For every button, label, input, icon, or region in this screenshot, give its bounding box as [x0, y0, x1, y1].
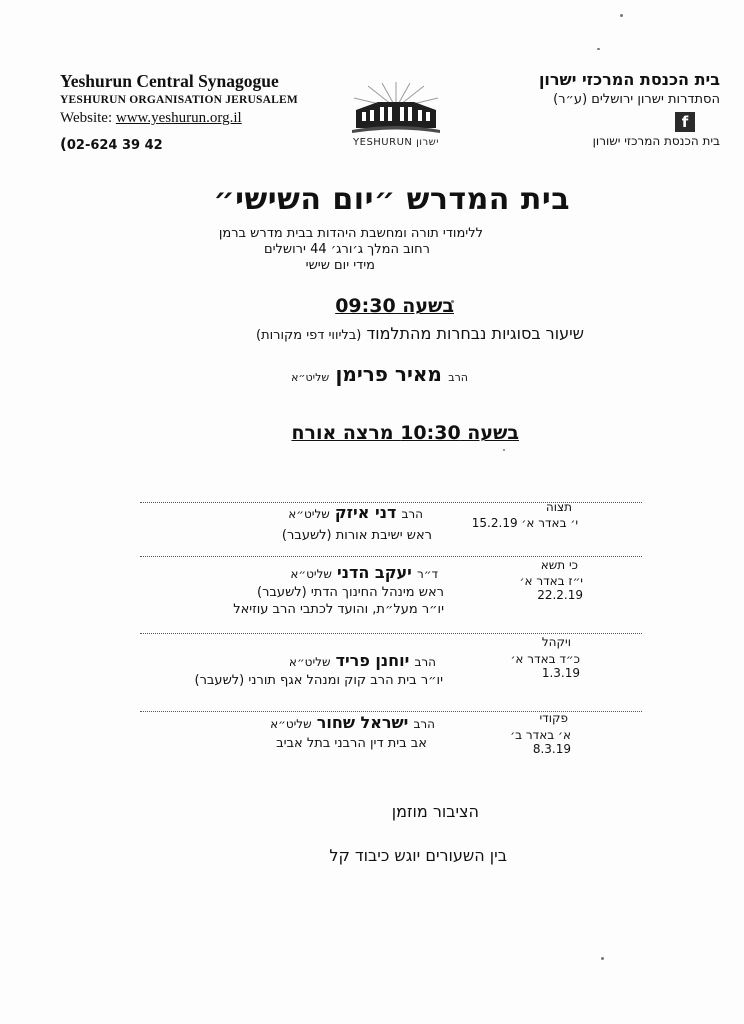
lecture-3-speaker [150, 651, 436, 670]
lecture-2-parasha: כי תשא [540, 558, 578, 572]
subtitle-line-3: מידי יום שישי [305, 258, 375, 273]
speaker-prefix: הרב [414, 655, 436, 669]
speaker-prefix: הרב [413, 717, 435, 731]
facebook-icon[interactable]: f [675, 112, 695, 132]
row-divider [140, 633, 642, 634]
scan-speck [597, 48, 600, 50]
scan-speck [503, 449, 505, 451]
speaker-name: ישראל שחור [316, 713, 409, 732]
speaker-suffix: שליט״א [288, 655, 331, 669]
lecture-1-desc: ראש ישיבת אורות (לשעבר) [281, 528, 432, 543]
lecture-2-speaker [150, 563, 438, 582]
website-link[interactable]: www.yeshurun.org.il [115, 110, 242, 126]
speaker-name: מאיר פרימן [335, 362, 442, 386]
footer-invite: הציבור מוזמן [391, 802, 479, 821]
session2-title: בשעה 10:30 מרצה אורח [291, 422, 519, 444]
logo-caption: YESHURUN ישרון [353, 137, 439, 148]
website-label: Website: [60, 110, 113, 126]
phone-number: 02-624 39 42 [66, 138, 163, 153]
lecture-2-desc-1: ראש מינהל החינוך הדתי (לשעבר) [257, 585, 444, 600]
facebook-page-name[interactable]: בית הכנסת המרכזי ישורון [592, 134, 720, 148]
speaker-suffix: שליט״א [270, 717, 312, 731]
lecture-4-parasha: פקודי [539, 711, 568, 725]
subtitle-line-1: ללימודי תורה ומחשבת היהדות בבית מדרש ברמן [218, 226, 483, 241]
phone-line [60, 134, 163, 153]
speaker-prefix: הרב [401, 507, 423, 521]
speaker-name: יעקב הדני [337, 563, 412, 582]
lecture-4-date: א׳ באדר ב׳ 8.3.19 [510, 728, 571, 756]
scan-speck [601, 957, 604, 960]
speaker-suffix: שליט״א [288, 507, 330, 521]
speaker-prefix: ד״ר [416, 567, 438, 581]
org-subtitle-hebrew: הסתדרות ישרון ירושלים (ע״ר) [553, 92, 720, 107]
org-name-hebrew: בית הכנסת המרכזי ישרון [538, 70, 720, 89]
lecture-4-desc: אב בית דין הרבני בתל אביב [276, 736, 427, 751]
lecture-2-date: י״ז באדר א׳ 22.2.19 [519, 574, 583, 602]
speaker-suffix: שליט״א [290, 567, 332, 581]
lecture-1-speaker [150, 503, 423, 522]
subtitle-line-2: רחוב המלך ג׳ורג׳ 44 ירושלים [264, 242, 430, 257]
phone-icon: ( [60, 135, 67, 153]
session1-speaker [200, 362, 468, 386]
lecture-1-parasha: תצוה [545, 500, 572, 514]
session1-desc-text: שיעור בסוגיות נבחרות מהתלמוד [366, 324, 584, 343]
lecture-4-speaker [150, 713, 435, 732]
lecture-3-date: כ״ד באדר א׳ 1.3.19 [510, 652, 580, 680]
scan-speck [620, 14, 623, 17]
footer-refreshments: בין השעורים יוגש כיבוד קל [329, 846, 507, 865]
row-divider [140, 556, 642, 557]
session1-time: בשעה 09:30 [335, 295, 454, 317]
page-title: בית המדרש ״יום השישי״ [213, 182, 570, 217]
speaker-prefix: הרב [448, 371, 468, 384]
org-subtitle-english: YESHURUN ORGANISATION JERUSALEM [60, 94, 298, 106]
lecture-3-desc: יו״ר בית הרב קוק ומנהל אגף תורני (לשעבר) [194, 673, 443, 688]
session1-description [140, 324, 584, 343]
website-line [60, 110, 242, 127]
speaker-suffix: שליט״א [291, 371, 330, 384]
org-name-english: Yeshurun Central Synagogue [60, 71, 279, 91]
facebook-row [420, 112, 695, 132]
speaker-name: יוחנן פריד [335, 651, 410, 670]
lecture-3-parasha: ויקהל [541, 635, 571, 649]
lecture-1-date: י׳ באדר א׳ 15.2.19 [471, 516, 578, 530]
speaker-name: דני איזק [334, 503, 397, 522]
lecture-2-desc-2: יו״ר מעל״ת, והועד לכתבי הרב עוזיאל [233, 602, 444, 617]
session1-desc-note: (בליווי דפי מקורות) [256, 328, 362, 343]
